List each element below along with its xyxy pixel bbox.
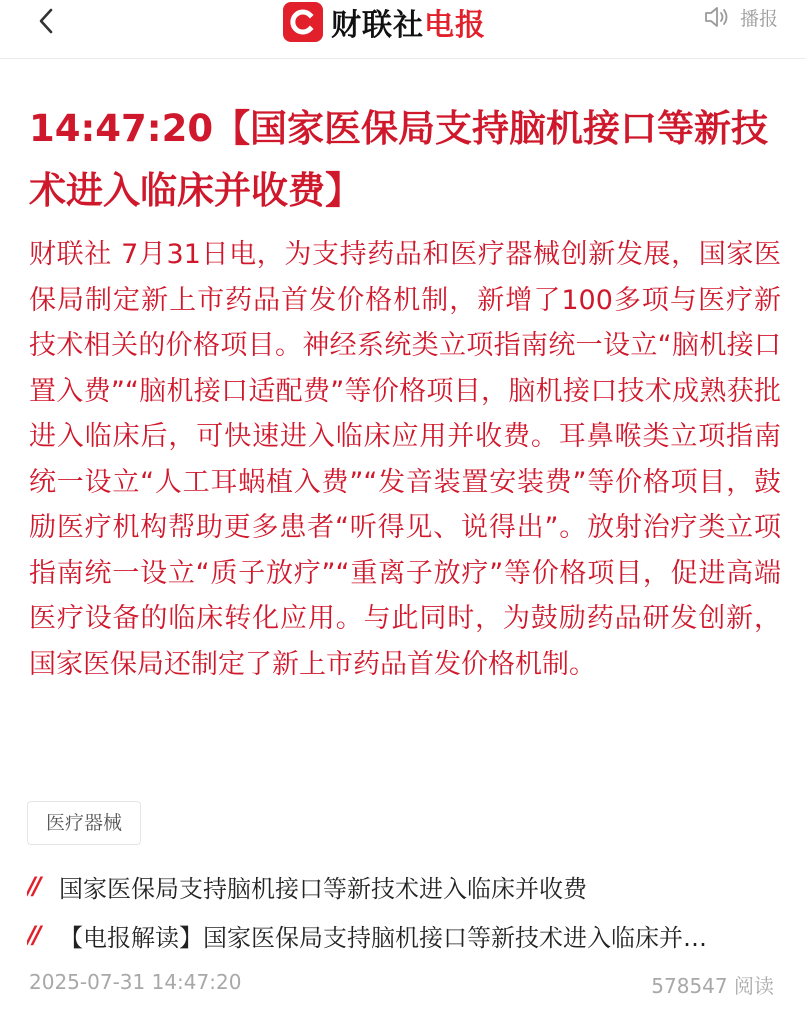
related-article-title: 【电报解读】国家医保局支持脑机接口等新技术进入临床并…	[59, 923, 707, 952]
related-article-link[interactable]	[27, 866, 787, 906]
top-navigation-bar	[0, 0, 806, 59]
article-body: 财联社 7月31日电，为支持药品和医疗器械创新发展，国家医保局制定新上市药品首发价格机制，新增了100多项与医疗新技术相关的价格项目。神经系统类立项指南统一设立“脑机接口置入费”“脑机接口适配费”等价格项目，脑机接口技术成熟获批进入临床后，可快速进入临床应用并收费。耳鼻喉类立项指南统一设立“人工耳蜗植入费”“发音装置安装费”等价格项目，鼓励医疗机构帮助更多患者“听得见、说得出”。放射治疗类立项指南统一设立“质子放疗”“重离子放疗”等价格项目，促进高端医疗设备的临床转化应用。与此同时，为鼓励药品研发创新，国家医保局还制定了新上市药品首发价格机制。	[29, 239, 781, 680]
related-article-link[interactable]	[27, 915, 787, 955]
read-count: 578547 阅读	[651, 974, 774, 998]
headline-time: 14:47:20	[29, 107, 214, 150]
article-headline	[29, 98, 781, 222]
broadcast-label: 播报	[739, 7, 778, 30]
app-logo	[283, 0, 528, 44]
double-slash-icon: //	[27, 921, 39, 949]
logo-wordmark	[331, 0, 486, 44]
headline-title: 【国家医保局支持脑机接口等新技术进入临床并收费】	[29, 107, 769, 212]
topic-tag[interactable]: 医疗器械	[27, 801, 141, 845]
speaker-icon	[704, 6, 732, 28]
broadcast-button[interactable]	[704, 6, 778, 28]
logo-text-black: 财联社	[331, 8, 424, 43]
double-slash-icon: //	[27, 872, 39, 900]
publish-datetime: 2025-07-31 14:47:20	[29, 970, 242, 994]
brand-c-icon	[283, 2, 323, 42]
related-article-title: 国家医保局支持脑机接口等新技术进入临床并收费	[59, 874, 587, 903]
back-button[interactable]	[28, 6, 68, 46]
chevron-left-icon	[28, 6, 68, 46]
logo-text-red: 电报	[424, 8, 486, 43]
